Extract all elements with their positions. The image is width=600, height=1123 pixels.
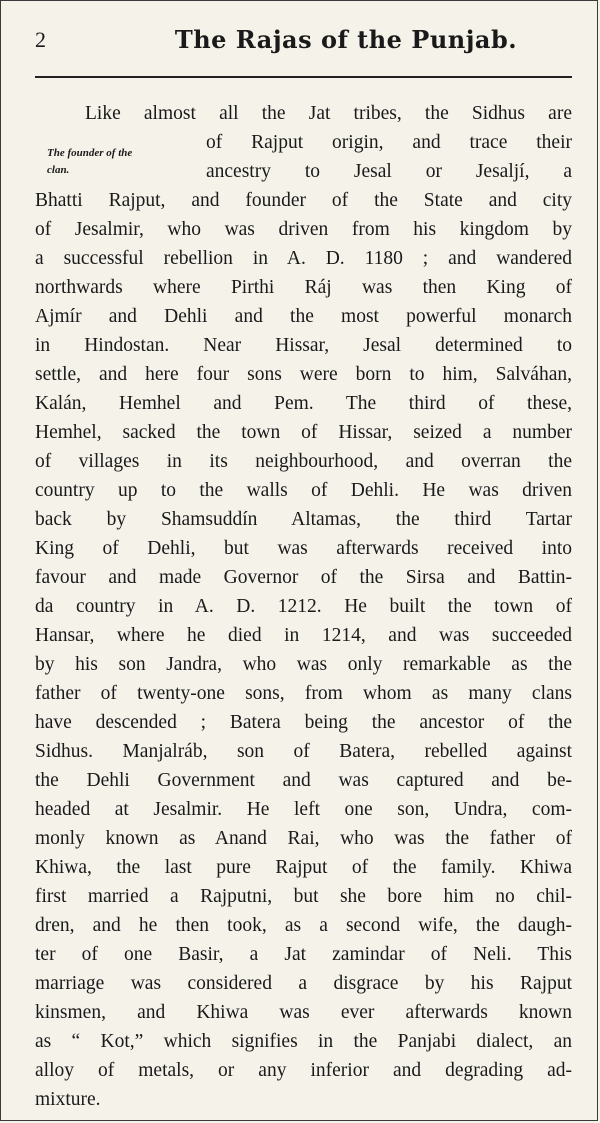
body-line: Bhatti Rajput, and founder of the State and city [35, 190, 572, 211]
body-line: a successful rebellion in A. D. 1180 ; and wandered [35, 248, 572, 269]
body-line: settle, and here four sons were born to him, Salváhan, [35, 364, 572, 385]
body-text [35, 99, 572, 1114]
body-line: alloy of metals, or any inferior and degrading ad- [35, 1060, 572, 1081]
body-line: Sidhus. Manjalráb, son of Batera, rebelled against [35, 741, 572, 762]
body-line: da country in A. D. 1212. He built the town of [35, 596, 572, 617]
body-line: favour and made Governor of the Sirsa and Battin- [35, 567, 572, 588]
body-line: the Dehli Government and was captured and be- [35, 770, 572, 791]
body-line: Khiwa, the last pure Rajput of the family. Khiwa [35, 857, 572, 878]
header-rule [35, 76, 572, 78]
body-line: have descended ; Batera being the ancestor of the [35, 712, 572, 733]
body-line: back by Shamsuddín Altamas, the third Tartar [35, 509, 572, 530]
running-title: The Rajas of the Punjab. [174, 25, 518, 54]
body-line: first married a Rajputni, but she bore him no chil- [35, 886, 572, 907]
body-line: headed at Jesalmir. He left one son, Undra, com- [35, 799, 572, 820]
body-line: kinsmen, and Khiwa was ever afterwards known [35, 1002, 572, 1023]
body-line: monly known as Anand Rai, who was the father of [35, 828, 572, 849]
body-line: of Rajput origin, and trace their [206, 132, 572, 153]
body-line: ancestry to Jesal or Jesaljí, a [206, 161, 572, 182]
body-line: northwards where Pirthi Ráj was then King of [35, 277, 572, 298]
body-line: by his son Jandra, who was only remarkable as the [35, 654, 572, 675]
body-line: father of twenty-one sons, from whom as many clans [35, 683, 572, 704]
body-line: Kalán, Hemhel and Pem. The third of these, [35, 393, 572, 414]
margin-note-line: The founder of the [47, 147, 133, 159]
body-line: marriage was considered a disgrace by his Rajput [35, 973, 572, 994]
body-line: Ajmír and Dehli and the most powerful monarch [35, 306, 572, 327]
body-line: mixture. [35, 1089, 101, 1110]
body-line: dren, and he then took, as a second wife, the daugh- [35, 915, 572, 936]
body-line: Hansar, where he died in 1214, and was succeeded [35, 625, 572, 646]
page-header [1, 25, 597, 65]
body-line: country up to the walls of Dehli. He was driven [35, 480, 572, 501]
body-line: Like almost all the Jat tribes, the Sidhus are [85, 103, 572, 124]
margin-note-line: clan. [47, 164, 70, 176]
body-line: of villages in its neighbourhood, and overran the [35, 451, 572, 472]
body-line: King of Dehli, but was afterwards received into [35, 538, 572, 559]
body-line: of Jesalmir, who was driven from his kingdom by [35, 219, 572, 240]
body-line: in Hindostan. Near Hissar, Jesal determined to [35, 335, 572, 356]
body-line: Hemhel, sacked the town of Hissar, seized a number [35, 422, 572, 443]
body-line: as “ Kot,” which signifies in the Panjabi dialect, an [35, 1031, 572, 1052]
body-line: ter of one Basir, a Jat zamindar of Neli. This [35, 944, 572, 965]
page-number: 2 [35, 27, 46, 52]
